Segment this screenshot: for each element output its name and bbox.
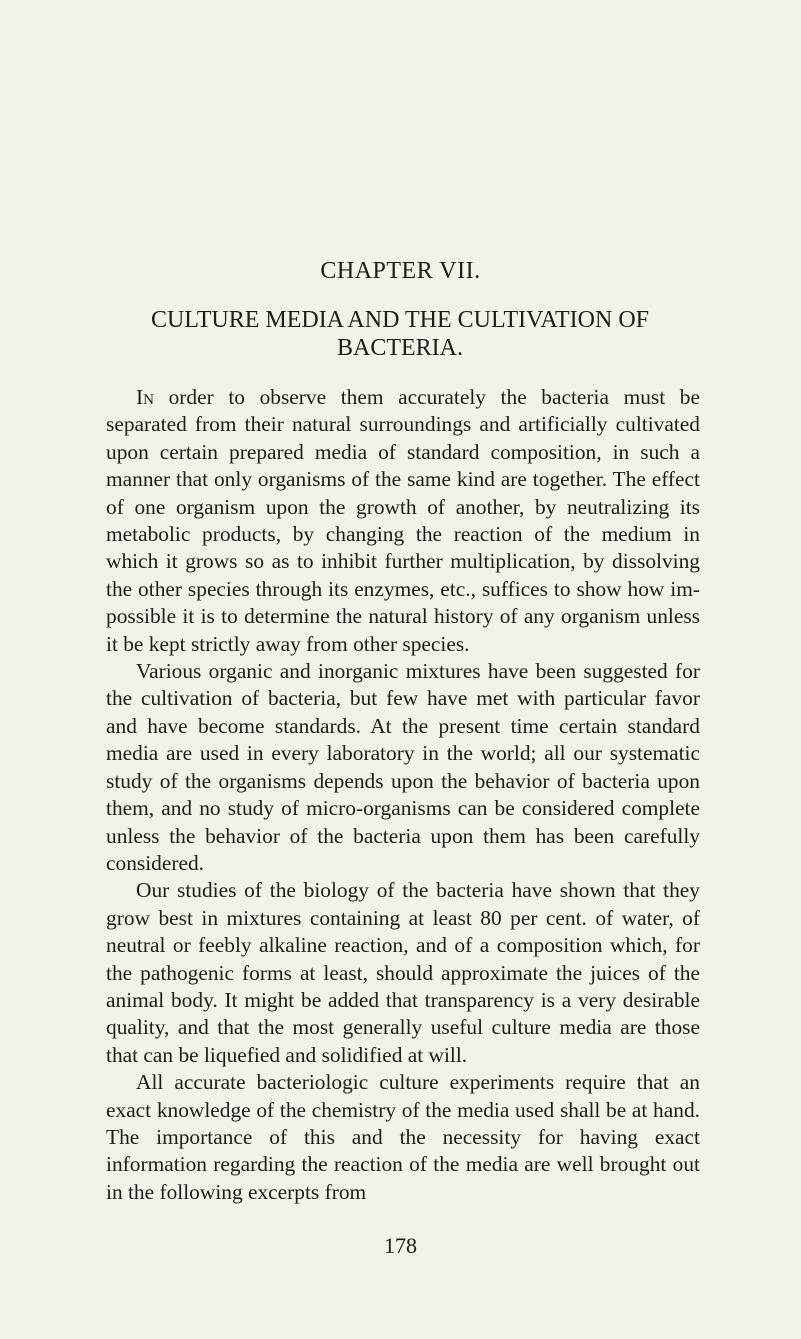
- chapter-title: CULTURE MEDIA AND THE CULTIVATION OF BACTERIA.: [150, 307, 650, 361]
- paragraph-1-text: order to observe them accurately the bacteria must be separated from their natural surroundings and artificially cultivated upon certain prepared media of standard composition, in such a manner that only organisms of the same kind are together. The effect of one organism upon the growth of another, by neutralizing its metabolic products, by changing the reaction of the medium in which it grows so as to inhibit further multiplication, by dissolving the other species through its enzymes, etc., suffices to show how impossible it is to determine the natural history of any organism unless it be kept strictly away from other species.: [106, 385, 700, 656]
- paragraph-2: Various organic and inorganic mixtures have been suggested for the cultivation of bacteria, but few have met with particular favor and have become standards. At the present time certain standard media are used in every laboratory in the world; all our systematic study of the organisms depends upon the behavior of bacteria upon them, and no study of micro-organisms can be considered complete unless the behavior of the bacteria upon them has been carefully considered.: [106, 659, 700, 875]
- page-number: 178: [384, 1233, 417, 1258]
- paragraph-4: All accurate bacteriologic culture experiments require that an exact knowledge of the chemistry of the media used shall be at hand. The importance of this and the necessity for having exact information regarding the reaction of the media are well brought out in the following excerpts from: [106, 1070, 700, 1204]
- paragraph-3: Our studies of the biology of the bacteria have shown that they grow best in mixtures containing at least 80 per cent. of water, of neutral or feebly alkaline reaction, and of a composition which, for the pathogenic forms at least, should approximate the juices of the animal body. It might be added that transparency is a very desirable quality, and that the most generally useful culture media are those that can be liquefied and solidified at will.: [106, 878, 700, 1067]
- paragraph-1: [106, 384, 700, 658]
- paragraph-lead-word: In: [136, 385, 154, 409]
- body-text: [106, 384, 700, 1206]
- chapter-heading: CHAPTER VII.: [320, 258, 481, 284]
